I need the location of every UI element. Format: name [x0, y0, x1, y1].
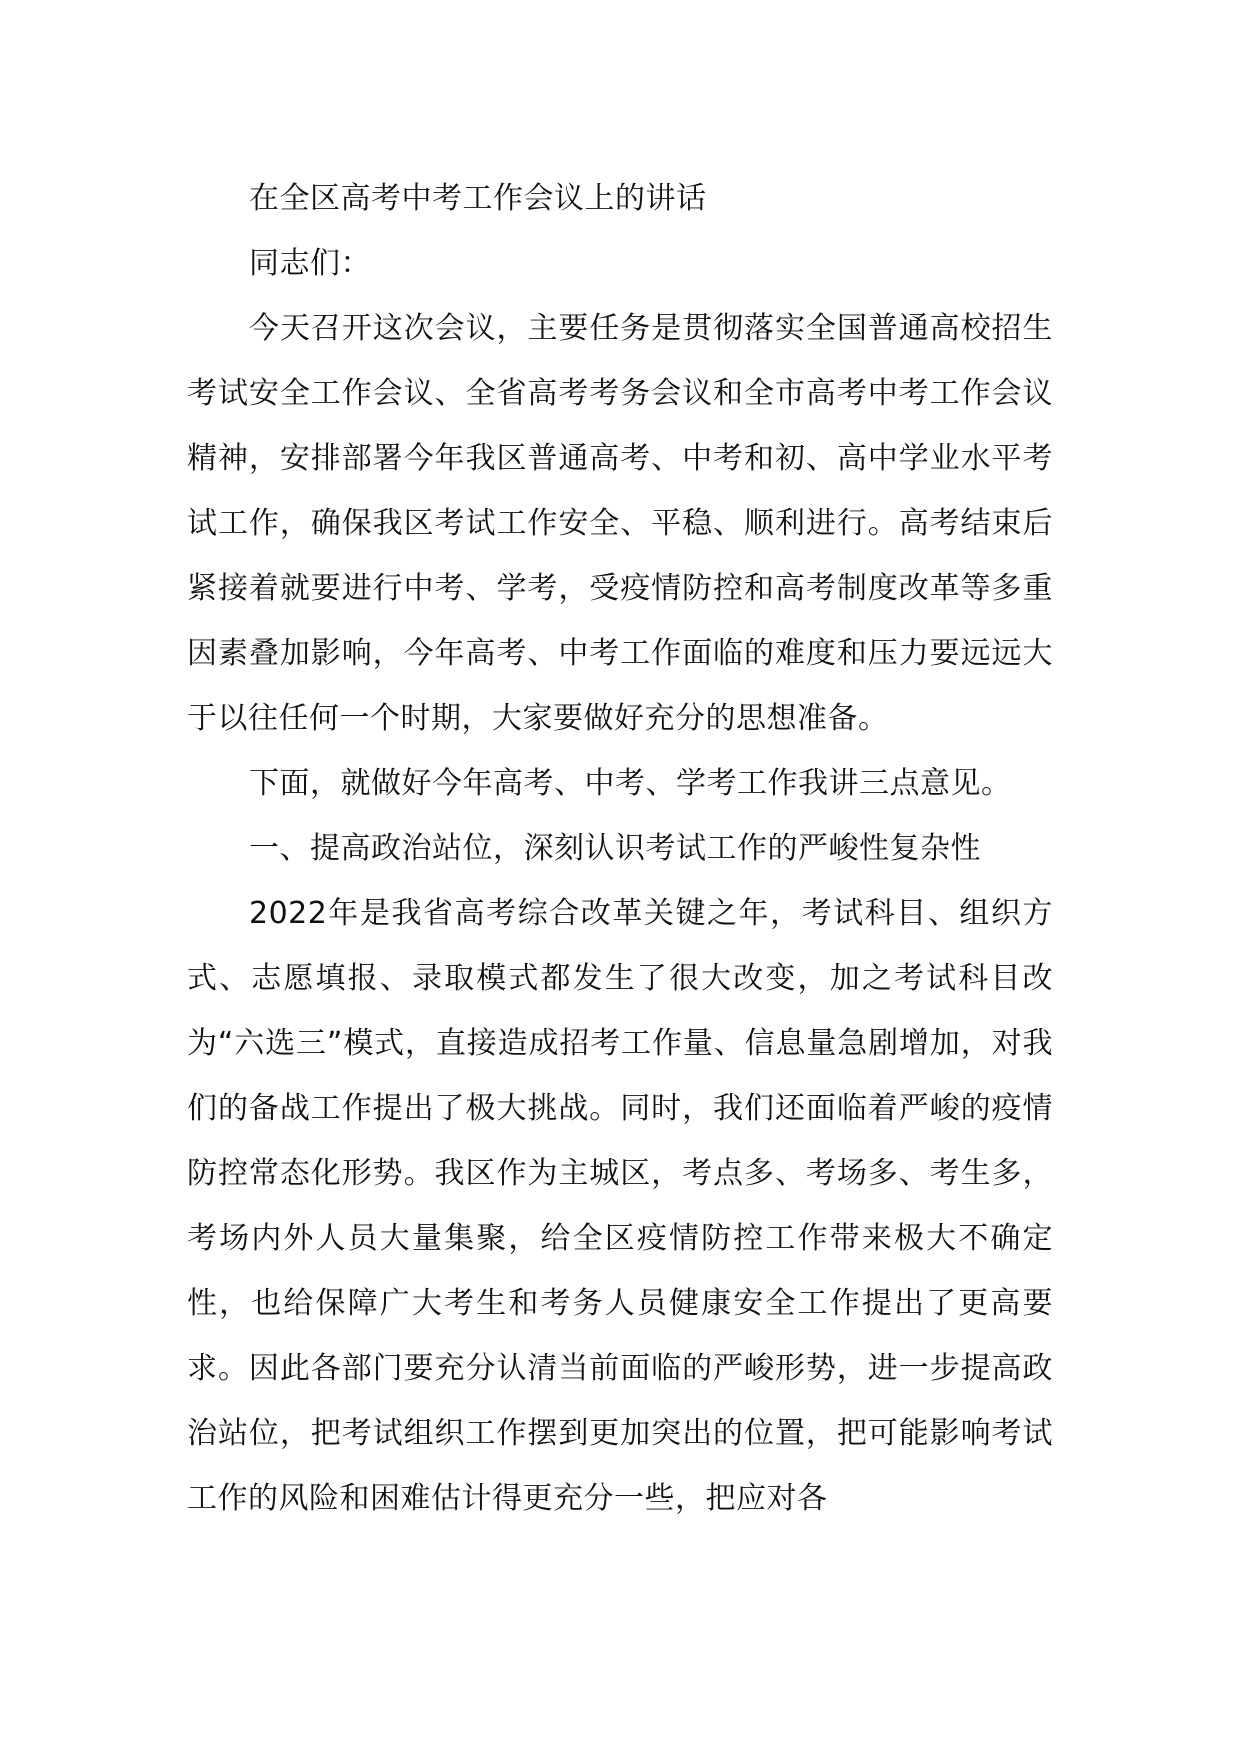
paragraph-section-1: 2022年是我省高考综合改革关键之年，考试科目、组织方式、志愿填报、录取模式都发生了很大改变，加之考试科目改为“六选三”模式，直接造成招考工作量、信息量急剧增加，对我们的备战工作提出了极大挑战。同时，我们还面临着严峻的疫情防控常态化形势。我区作为主城区，考点多、考场多、考生多，考场内外人员大量集聚，给全区疫情防控工作带来极大不确定性，也给保障广大考生和考务人员健康安全工作提出了更高要求。因此各部门要充分认清当前面临的严峻形势，进一步提高政治站位，把考试组织工作摆到更加突出的位置，把可能影响考试工作的风险和困难估计得更充分一些，把应对各 [187, 896, 1053, 1516]
section-heading-1: 一、提高政治站位，深刻认识考试工作的严峻性复杂性 [249, 831, 981, 866]
salutation: 同志们： [249, 246, 371, 281]
document-title: 在全区高考中考工作会议上的讲话 [249, 181, 707, 216]
paragraph-intro: 下面，就做好今年高考、中考、学考工作我讲三点意见。 [249, 766, 1012, 801]
paragraph-opening: 今天召开这次会议，主要任务是贯彻落实全国普通高校招生考试安全工作会议、全省高考考务会议和全市高考中考工作会议精神，安排部署今年我区普通高考、中考和初、高中学业水平考试工作，确保我区考试工作安全、平稳、顺利进行。高考结束后紧接着就要进行中考、学考，受疫情防控和高考制度改革等多重因素叠加影响，今年高考、中考工作面临的难度和压力要远远大于以往任何一个时期，大家要做好充分的思想准备。 [187, 311, 1053, 736]
document-page [187, 166, 1053, 1531]
